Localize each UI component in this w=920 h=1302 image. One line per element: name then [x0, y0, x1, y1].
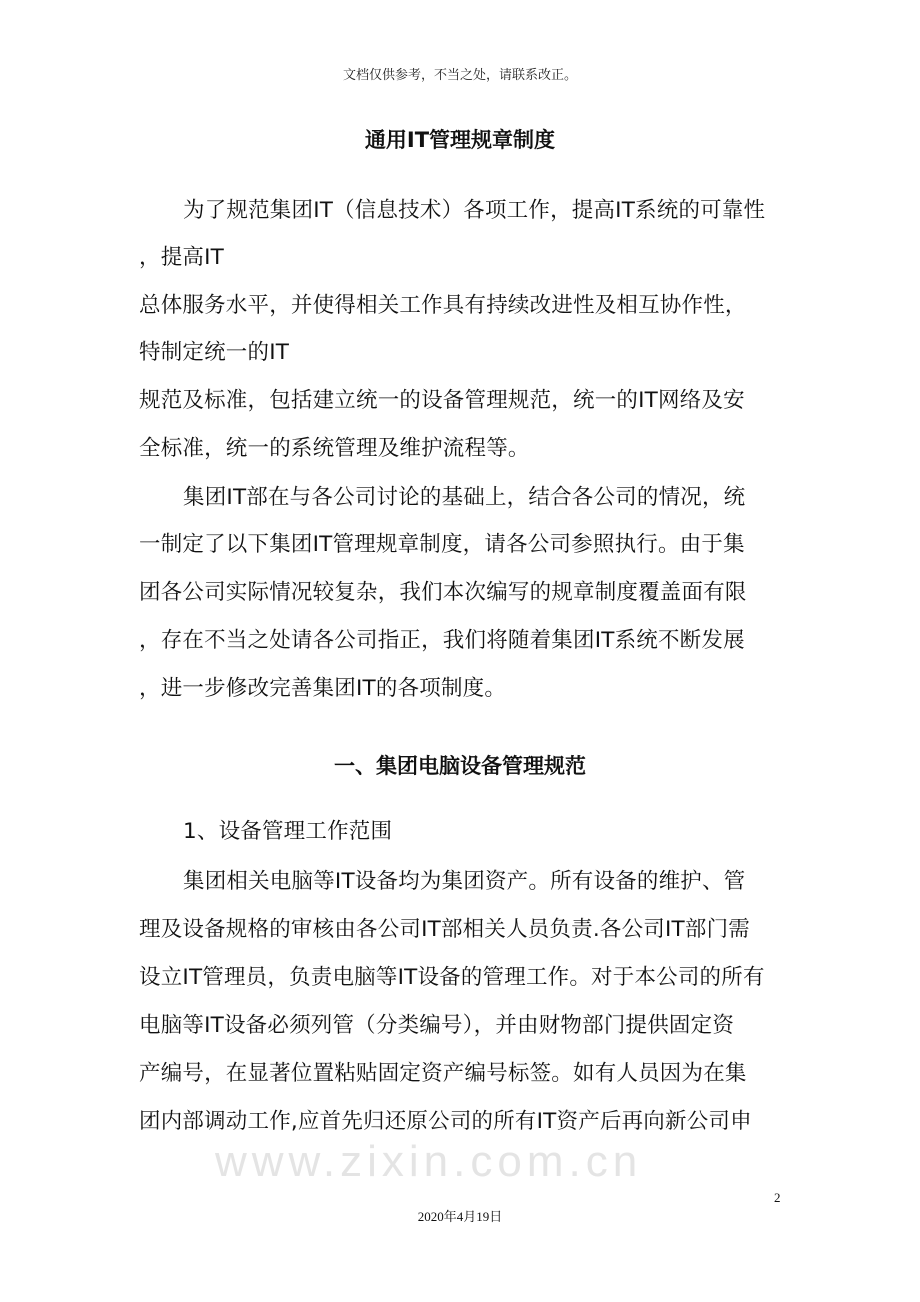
para2-line: 集团IT部在与各公司讨论的基础上，结合各公司的情况，统	[183, 485, 746, 510]
intro-line: 总体服务水平，并使得相关工作具有持续改进性及相互协作性，	[139, 293, 747, 318]
subsection-heading: 1、设备管理工作范围	[183, 819, 393, 844]
para2-line: ，进一步修改完善集团IT的各项制度。	[139, 676, 507, 701]
intro-line: 规范及标准，包括建立统一的设备管理规范，统一的IT网络及安	[139, 388, 745, 413]
sub1-line: 理及设备规格的审核由各公司IT部相关人员负责.各公司IT部门需	[139, 917, 750, 942]
document-title: 通用IT管理规章制度	[364, 128, 556, 152]
sub1-line: 集团相关电脑等IT设备均为集团资产。所有设备的维护、管	[183, 869, 746, 894]
sub1-line: 电脑等IT设备必须列管（分类编号），并由财物部门提供固定资	[139, 1013, 735, 1038]
sub1-line: 团内部调动工作,应首先归还原公司的所有IT资产后再向新公司申	[139, 1109, 752, 1134]
page-number: 2	[774, 1190, 781, 1205]
header-note: 文档仅供参考，不当之处，请联系改正。	[342, 68, 577, 83]
sub1-line: 产编号，在显著位置粘贴固定资产编号标签。如有人员因为在集	[139, 1061, 747, 1086]
watermark: www.zixin.com.cn	[215, 1137, 643, 1186]
para2-line: 一制定了以下集团IT管理规章制度，请各公司参照执行。由于集	[139, 532, 745, 557]
section-heading: 一、集团电脑设备管理规范	[334, 754, 586, 778]
intro-line: 为了规范集团IT（信息技术）各项工作，提高IT系统的可靠性	[183, 198, 766, 223]
intro-line: 全标准，统一的系统管理及维护流程等。	[139, 436, 530, 461]
footer-date: 2020年4月19日	[417, 1209, 503, 1224]
para2-line: ，存在不当之处请各公司指正，我们将随着集团IT系统不断发展	[139, 628, 745, 653]
sub1-line: 设立IT管理员，负责电脑等IT设备的管理工作。对于本公司的所有	[139, 965, 765, 990]
intro-line: ，提高IT	[139, 245, 224, 270]
para2-line: 团各公司实际情况较复杂，我们本次编写的规章制度覆盖面有限	[139, 580, 747, 605]
intro-line: 特制定统一的IT	[139, 340, 290, 365]
